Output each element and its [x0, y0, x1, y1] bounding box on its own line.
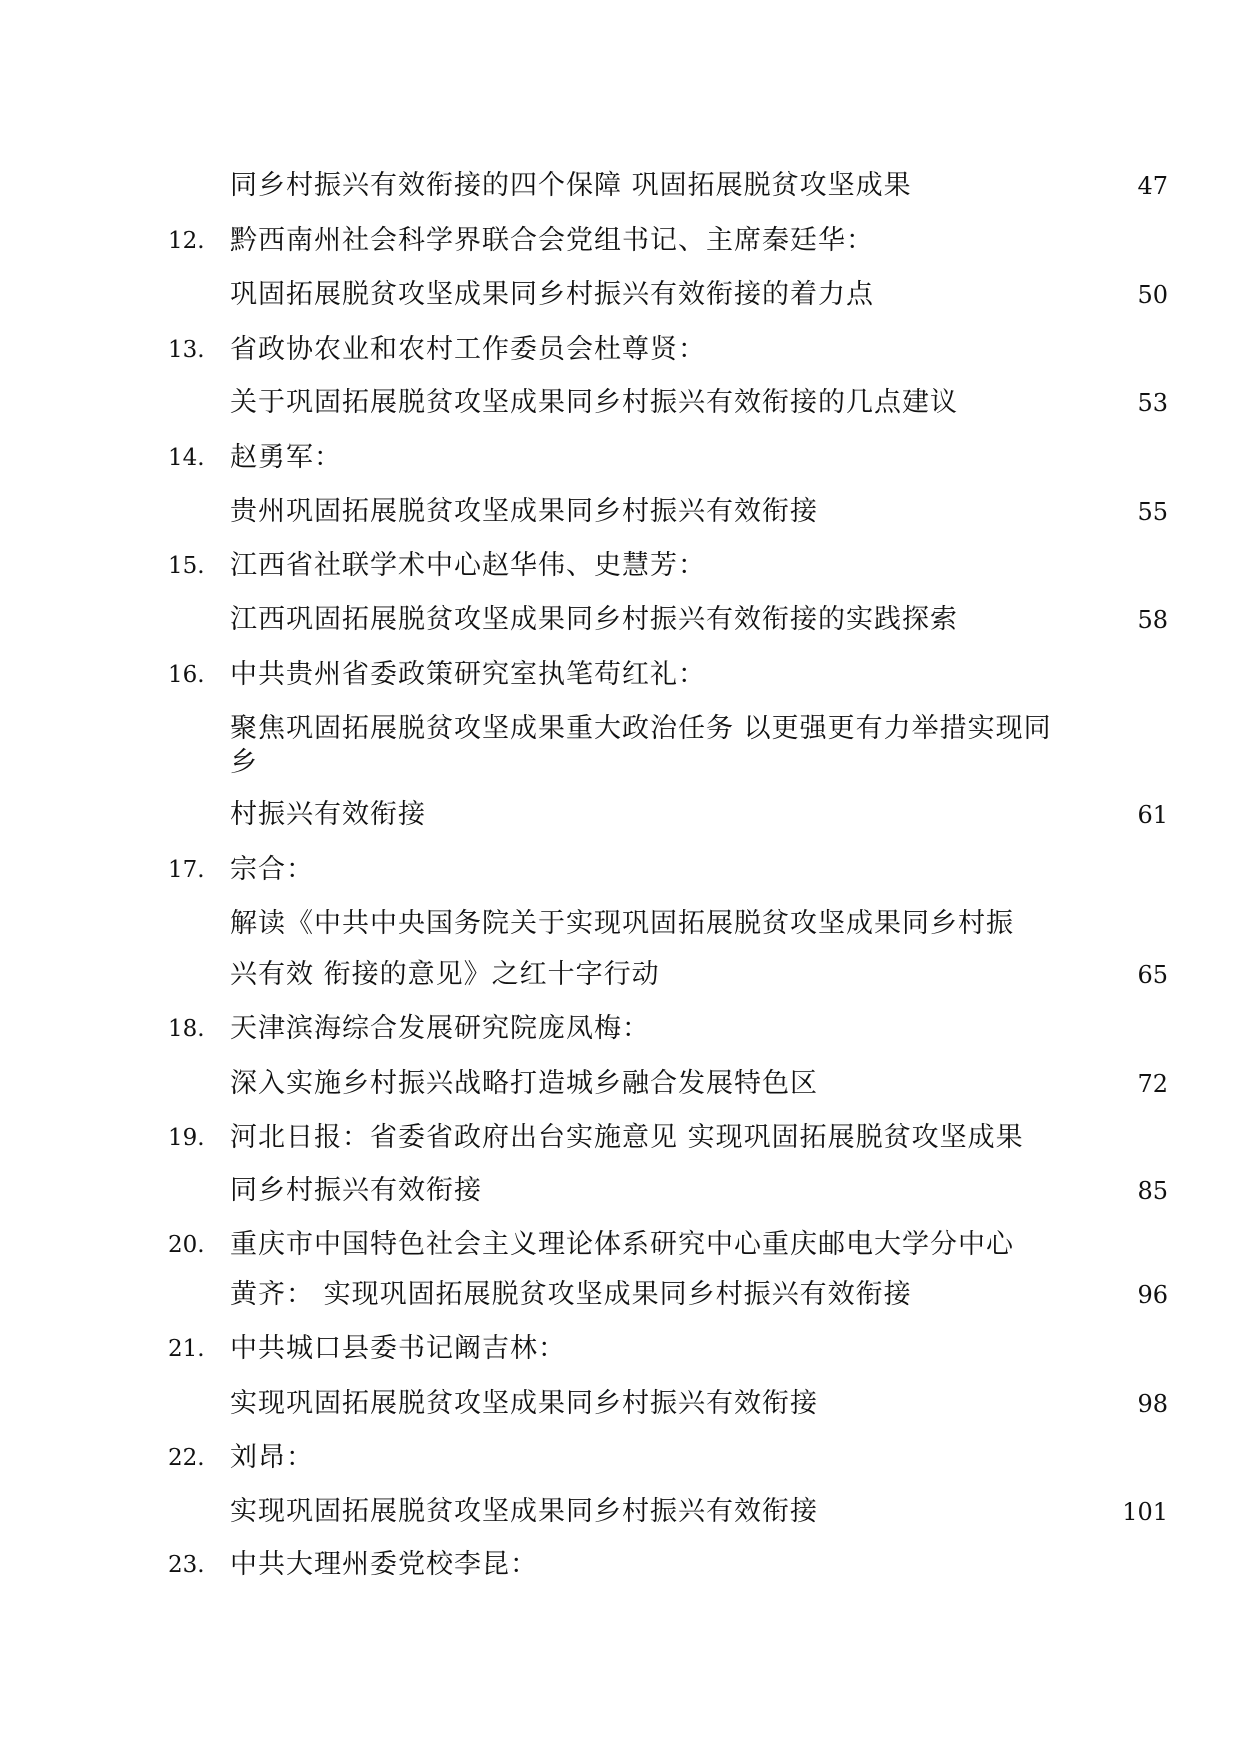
toc-line — [0, 795, 1240, 835]
toc-line — [0, 1009, 1240, 1049]
toc-page-number: 96 — [1137, 1281, 1168, 1309]
toc-page-number: 98 — [1137, 1390, 1168, 1418]
toc-page-number: 72 — [1137, 1070, 1168, 1098]
toc-entry-number: 19. — [168, 1125, 205, 1151]
toc-line — [0, 166, 1240, 206]
toc-entry-text: 刘昂： — [230, 1442, 314, 1473]
toc-entry-text: 省政协农业和农村工作委员会杜尊贤： — [230, 334, 706, 365]
toc-page-number: 101 — [1122, 1498, 1168, 1526]
toc-entry-number: 23. — [168, 1552, 205, 1578]
toc-entry-text: 实现巩固拓展脱贫攻坚成果同乡村振兴有效衔接 — [230, 1496, 818, 1527]
toc-entry-text: 同乡村振兴有效衔接的四个保障 巩固拓展脱贫攻坚成果 — [230, 170, 912, 201]
toc-page-number: 53 — [1137, 389, 1168, 417]
toc-entry-text: 江西巩固拓展脱贫攻坚成果同乡村振兴有效衔接的实践探索 — [230, 604, 958, 635]
toc-entry-text: 中共城口县委书记阚吉林： — [230, 1333, 566, 1364]
toc-line — [0, 1329, 1240, 1369]
toc-line — [0, 492, 1240, 532]
toc-entry-number: 16. — [168, 662, 205, 688]
toc-line — [0, 743, 1240, 783]
toc-entry-text: 宗合： — [230, 854, 314, 885]
toc-entry-text: 关于巩固拓展脱贫攻坚成果同乡村振兴有效衔接的几点建议 — [230, 387, 958, 418]
toc-entry-number: 20. — [168, 1232, 205, 1258]
toc-entry-text: 河北日报：省委省政府出台实施意见 实现巩固拓展脱贫攻坚成果 — [230, 1122, 1024, 1153]
toc-line — [0, 1384, 1240, 1424]
toc-line — [0, 330, 1240, 370]
toc-entry-text: 中共贵州省委政策研究室执笔苟红礼： — [230, 659, 706, 690]
toc-entry-text: 深入实施乡村振兴战略打造城乡融合发展特色区 — [230, 1068, 818, 1099]
toc-line — [0, 1118, 1240, 1158]
toc-entry-text: 实现巩固拓展脱贫攻坚成果同乡村振兴有效衔接 — [230, 1388, 818, 1419]
toc-entry-number: 14. — [168, 445, 205, 471]
toc-line — [0, 1492, 1240, 1532]
toc-line — [0, 850, 1240, 890]
toc-line — [0, 1171, 1240, 1211]
toc-line — [0, 1064, 1240, 1104]
toc-entry-number: 18. — [168, 1016, 205, 1042]
toc-line — [0, 383, 1240, 423]
toc-entry-number: 21. — [168, 1336, 205, 1362]
toc-entry-text: 江西省社联学术中心赵华伟、史慧芳： — [230, 550, 706, 581]
toc-entry-text: 黔西南州社会科学界联合会党组书记、主席秦廷华： — [230, 225, 874, 256]
toc-entry-text: 解读《中共中央国务院关于实现巩固拓展脱贫攻坚成果同乡村振 — [230, 908, 1014, 939]
toc-line — [0, 1275, 1240, 1315]
toc-line — [0, 955, 1240, 995]
toc-entry-text: 重庆市中国特色社会主义理论体系研究中心重庆邮电大学分中心 — [230, 1229, 1014, 1260]
toc-entry-text: 天津滨海综合发展研究院庞凤梅： — [230, 1013, 650, 1044]
toc-entry-text: 中共大理州委党校李昆： — [230, 1549, 538, 1580]
toc-page-number: 65 — [1137, 961, 1168, 989]
toc-entry-text: 乡 — [230, 747, 258, 778]
toc-entry-text: 同乡村振兴有效衔接 — [230, 1175, 482, 1206]
toc-entry-text: 巩固拓展脱贫攻坚成果同乡村振兴有效衔接的着力点 — [230, 279, 874, 310]
toc-entry-number: 12. — [168, 228, 205, 254]
toc-line — [0, 1545, 1240, 1585]
toc-line — [0, 275, 1240, 315]
toc-entry-number: 17. — [168, 857, 205, 883]
toc-entry-text: 黄齐： 实现巩固拓展脱贫攻坚成果同乡村振兴有效衔接 — [230, 1279, 912, 1310]
toc-entry-text: 聚焦巩固拓展脱贫攻坚成果重大政治任务 以更强更有力举措实现同 — [230, 713, 1052, 744]
toc-page-number: 85 — [1137, 1177, 1168, 1205]
toc-entry-text: 赵勇军： — [230, 442, 342, 473]
toc-entry-number: 15. — [168, 553, 205, 579]
toc-line — [0, 1438, 1240, 1478]
toc-entry-text: 贵州巩固拓展脱贫攻坚成果同乡村振兴有效衔接 — [230, 496, 818, 527]
toc-page-number: 55 — [1137, 498, 1168, 526]
toc-entry-text: 兴有效 衔接的意见》之红十字行动 — [230, 959, 660, 990]
toc-line — [0, 438, 1240, 478]
toc-line — [0, 546, 1240, 586]
toc-line — [0, 221, 1240, 261]
toc-line — [0, 655, 1240, 695]
toc-entry-number: 13. — [168, 337, 205, 363]
toc-page-number: 61 — [1137, 801, 1168, 829]
toc-entry-text: 村振兴有效衔接 — [230, 799, 426, 830]
toc-line — [0, 600, 1240, 640]
toc-page-number: 58 — [1137, 606, 1168, 634]
toc-page-number: 50 — [1137, 281, 1168, 309]
toc-line — [0, 904, 1240, 944]
toc-page-number: 47 — [1137, 172, 1168, 200]
toc-line — [0, 1225, 1240, 1265]
toc-entry-number: 22. — [168, 1445, 205, 1471]
